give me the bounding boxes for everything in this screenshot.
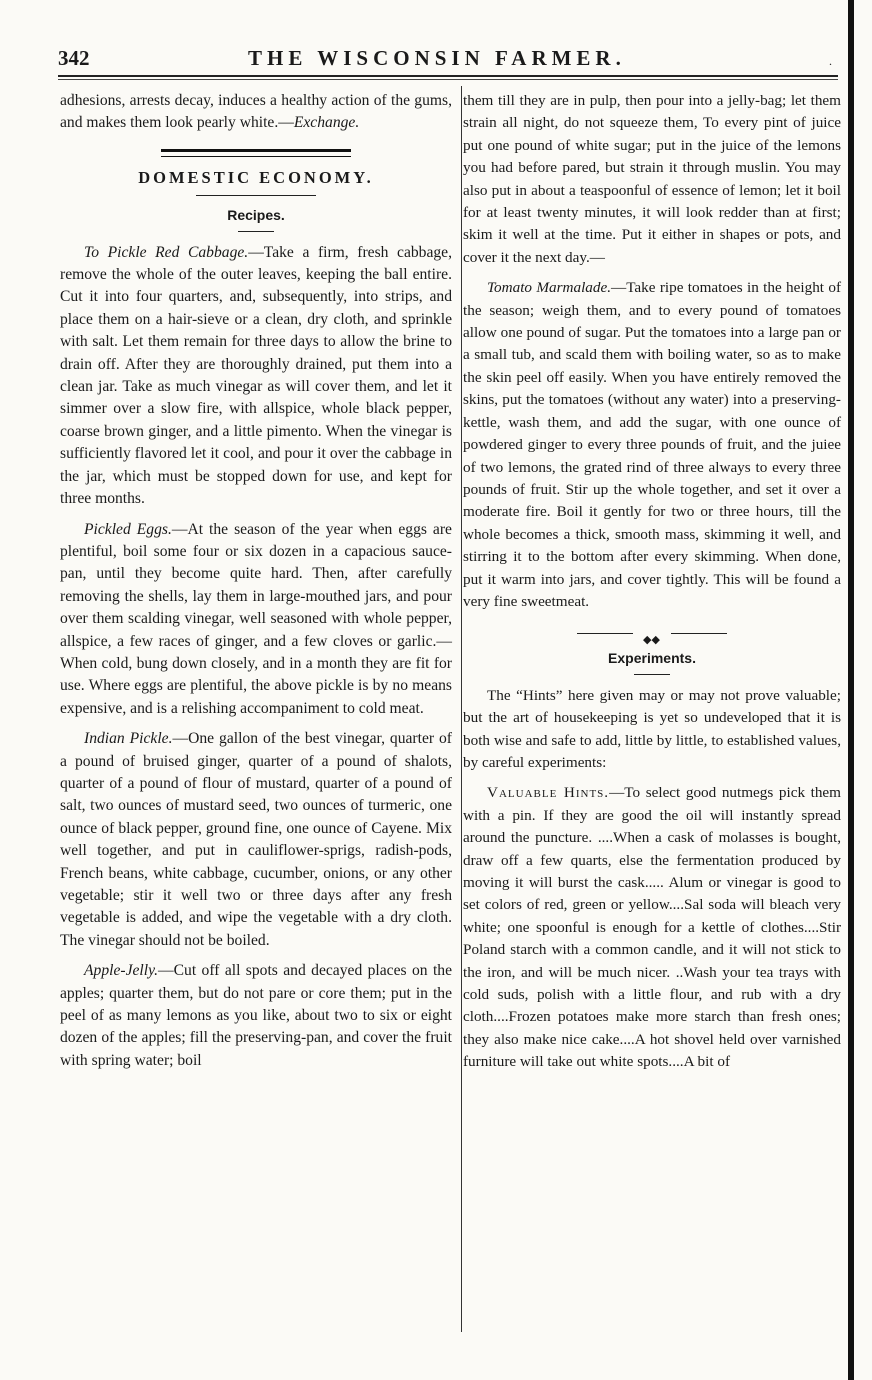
section-title: DOMESTIC ECONOMY. [138,167,374,187]
page-number: 342 [58,46,90,70]
header-rule [58,75,838,77]
intro-paragraph: adhesions, arrests decay, induces a healthy action of the gums, and makes them look pearly white.—Exchange. [60,92,452,132]
left-column [60,90,452,1072]
recipe-name: Indian Pickle. [84,730,173,748]
recipe-name: Tomato Marmalade. [487,279,612,297]
page-edge-border [848,0,854,1380]
experiments-heading: Experiments. [608,650,696,667]
recipe-name: Pickled Eggs. [84,520,172,538]
recipes-heading: Recipes. [227,207,285,224]
running-header [58,42,838,76]
right-column [463,90,841,1074]
recipe-pickled-eggs: Pickled Eggs.—At the season of the year when eggs are plentiful, boil some four or six dozen in a capacious sauce-pan, until they become quite hard. Then, after carefully removing the shells, lay them in large-mouthed jars, and pour over them scalding vinegar, well seasoned with whole pepper, allspice, a few races of ginger, and a few cloves or garlic.—When cold, bung down closely, and in a month they are fit for use. Where eggs are plentiful, the above pickle is by no means expensive, and is a relishing accompaniment to cold meat. [60,520,452,717]
recipe-tomato-marmalade: Tomato Marmalade.—Take ripe tomatoes in the height of the season; weigh them, and to every pound of tomatoes allow one pound of sugar. Put the tomatoes into a large pan or a small tub, and scald them with boiling water, so as to make the skin peel off easily. When you have entirely removed the skins, put the tomatoes (without any water) into a preserving-kettle, wash them, and add the sugar, with one ounce of powdered ginger to every three pounds of fruit, and the juiee of two lemons, the grated rind of three always to every three pounds of fruit. Stir up the whole together, and set it over a moderate fire. Boil it gently for two or three hours, till the whole becomes a thick, smooth mass, skimming it well, and stirring it to the bottom after every skimming. When done, put it warm into jars, and cover tightly. This will be found a very fine sweetmeat. [463,279,841,610]
header-dot: . [829,54,832,68]
experiments-intro: The “Hints” here given may or may not prove valuable; but the art of housekeeping is yet so undeveloped that it is both wise and safe to add, little by little, to established values, by careful experiments: [463,686,841,771]
valuable-hints: Valuable Hints.—To select good nutmegs pick them with a pin. If they are good the oil will instantly spread around the puncture. ....When a cask of molasses is bought, draw off a few quarts, else the fermentation produced by moving it will burst the cask..... Alum or vinegar is good to set colors of red, green or yellow....Sal soda will bleach very white; one spoonful is enough for a kettle of clothes....Stir Poland starch with a common candle, and it will not stick to the iron, and will be much nicer. ..Wash your tea trays with cold suds, polish with a little flour, and rub with a dry cloth....Frozen potatoes make more starch than fresh ones; they also make nice cake....A hot shovel held over varnished furniture will take out white spots....A bit of [463,784,841,1071]
diamond-ornament-icon: ◆◆ [643,634,660,647]
column-divider [461,86,462,1332]
recipes-rule [238,231,274,232]
experiments-rule [634,674,670,675]
ornament-divider [577,627,727,647]
recipe-name: Apple-Jelly. [84,962,159,980]
section-double-rule [161,149,351,157]
hints-label: Valuable Hints. [487,784,610,802]
intro-source: Exchange. [293,114,360,132]
recipe-apple-jelly: Apple-Jelly.—Cut off all spots and decayed places on the apples; quarter them, but do not pare or core them; put in the peel of as many lemons as you like, about two to six or eight dozen of the apples; fill the preserving-pan, and cover the fruit with spring water; boil [60,962,452,1069]
recipe-name: To Pickle Red Cabbage. [84,243,249,261]
header-rule-thin [58,79,838,80]
recipe-indian-pickle: Indian Pickle.—One gallon of the best vinegar, quarter of a pound of bruised ginger, quarter of a pound of shalots, quarter of a pound of flour of mustard, quarter of a pound of salt, two ounces of mustard seed, two ounces of turmeric, one ounce of black pepper, ground fine, one ounce of Cayene. Mix well together, and put in cauliflower-sprigs, radish-pods, French beans, white cabbage, cucumber, onions, or any other vegetable; stir it well two or three days after any fresh vegetable is added, and wipe the vegetable with a dry cloth. The vinegar should not be boiled. [60,730,452,949]
recipe-red-cabbage: To Pickle Red Cabbage.—Take a firm, fresh cabbage, remove the whole of the outer leaves, keeping the ball entire. Cut it into four quarters, and, subsequently, into strips, and place them on a hair-sieve or a clean, dry cloth, and sprinkle with salt. Let them remain for three days to allow the brine to drain off. After they are thoroughly drained, put them into a clean jar. Take as much vinegar as will cover them, and let it simmer over a slow fire, with allspice, whole black pepper, coarse brown ginger, and a little pimento. When the vinegar is sufficiently flavored let it cool, and pour it over the cabbage in the jar, which must be stopped down for use, and kept for three months. [60,243,452,508]
journal-title: THE WISCONSIN FARMER. [248,46,626,70]
apple-jelly-continued: them till they are in pulp, then pour into a jelly-bag; let them strain all night, do not squeeze them, To every pint of juice put one pound of white sugar; put in the juice of the lemons you had before pared, but strain it through muslin. You may also put in about a teaspoonful of essence of lemon; let it boil for at least twenty minutes, it will look redder than at first; skim it well at the time. Put it either in shapes or pots, and cover it the next day.— [463,92,841,266]
section-rule [196,195,316,196]
